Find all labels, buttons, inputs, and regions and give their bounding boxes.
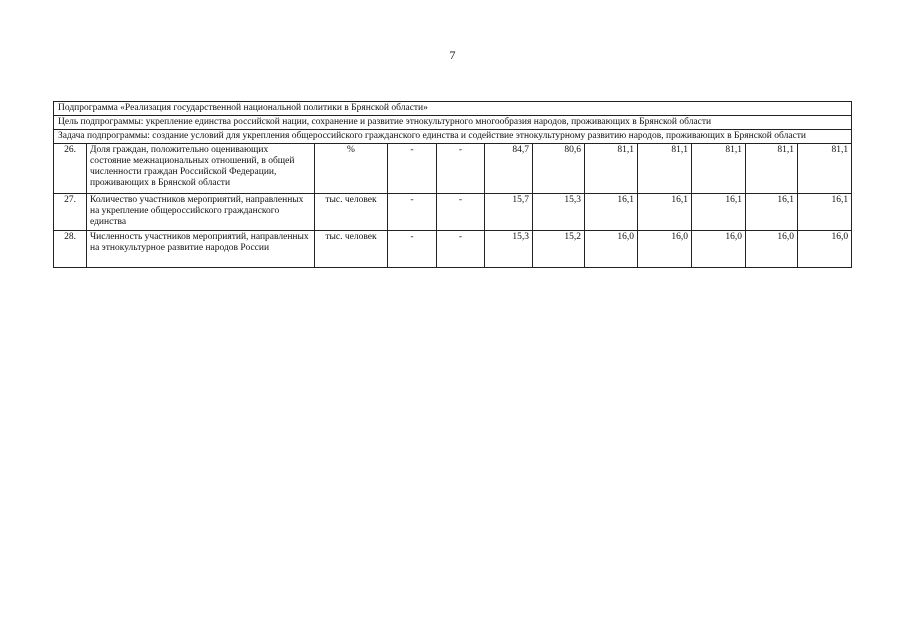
value-cell: 15,7 xyxy=(485,194,533,231)
value-cell: 81,1 xyxy=(692,144,746,194)
row-number: 27. xyxy=(54,194,87,231)
row-number: 28. xyxy=(54,231,87,268)
row-number: 26. xyxy=(54,144,87,194)
value-cell: 16,1 xyxy=(798,194,852,231)
task-row xyxy=(54,130,852,144)
subprogram-row xyxy=(54,102,852,116)
value-cell: 16,0 xyxy=(746,231,798,268)
unit: тыс. человек xyxy=(315,194,388,231)
value-cell: 16,0 xyxy=(692,231,746,268)
unit: тыс. человек xyxy=(315,231,388,268)
indicator-name: Численность участников мероприятий, направленных на этнокультурное развитие народов России xyxy=(87,231,315,268)
value-cell: 84,7 xyxy=(485,144,533,194)
value-cell: 81,1 xyxy=(638,144,692,194)
value-cell: 15,3 xyxy=(533,194,585,231)
goal-row xyxy=(54,116,852,130)
unit: % xyxy=(315,144,388,194)
table-row xyxy=(54,231,852,268)
value-cell: 16,1 xyxy=(585,194,638,231)
value-cell: 15,2 xyxy=(533,231,585,268)
value-cell: - xyxy=(437,231,485,268)
value-cell: 16,1 xyxy=(638,194,692,231)
subprogram-title: Подпрограмма «Реализация государственной национальной политики в Брянской области» xyxy=(54,102,852,116)
value-cell: 81,1 xyxy=(798,144,852,194)
indicator-name: Доля граждан, положительно оценивающих состояние межнациональных отношений, в общей численности граждан Российской Федерации, проживающих в Брянской области xyxy=(87,144,315,194)
value-cell: 16,0 xyxy=(638,231,692,268)
table-row xyxy=(54,144,852,194)
value-cell: 15,3 xyxy=(485,231,533,268)
value-cell: - xyxy=(437,194,485,231)
value-cell: 16,1 xyxy=(746,194,798,231)
value-cell: 16,0 xyxy=(585,231,638,268)
value-cell: 81,1 xyxy=(746,144,798,194)
value-cell: 81,1 xyxy=(585,144,638,194)
value-cell: 16,0 xyxy=(798,231,852,268)
value-cell: 16,1 xyxy=(692,194,746,231)
subprogram-goal: Цель подпрограммы: укрепление единства российской нации, сохранение и развитие этнокультурного многообразия народов, проживающих в Брянской области xyxy=(54,116,852,130)
table-row xyxy=(54,194,852,231)
value-cell: - xyxy=(437,144,485,194)
value-cell: - xyxy=(388,231,437,268)
value-cell: 80,6 xyxy=(533,144,585,194)
subprogram-task: Задача подпрограммы: создание условий для укрепления общероссийского гражданского единства и содействие этнокультурному развитию народов, проживающих в Брянской области xyxy=(54,130,852,144)
value-cell: - xyxy=(388,144,437,194)
indicator-name: Количество участников мероприятий, направленных на укрепление общероссийского гражданского единства xyxy=(87,194,315,231)
page-number: 7 xyxy=(449,48,456,62)
indicators-table xyxy=(53,101,852,268)
value-cell: - xyxy=(388,194,437,231)
